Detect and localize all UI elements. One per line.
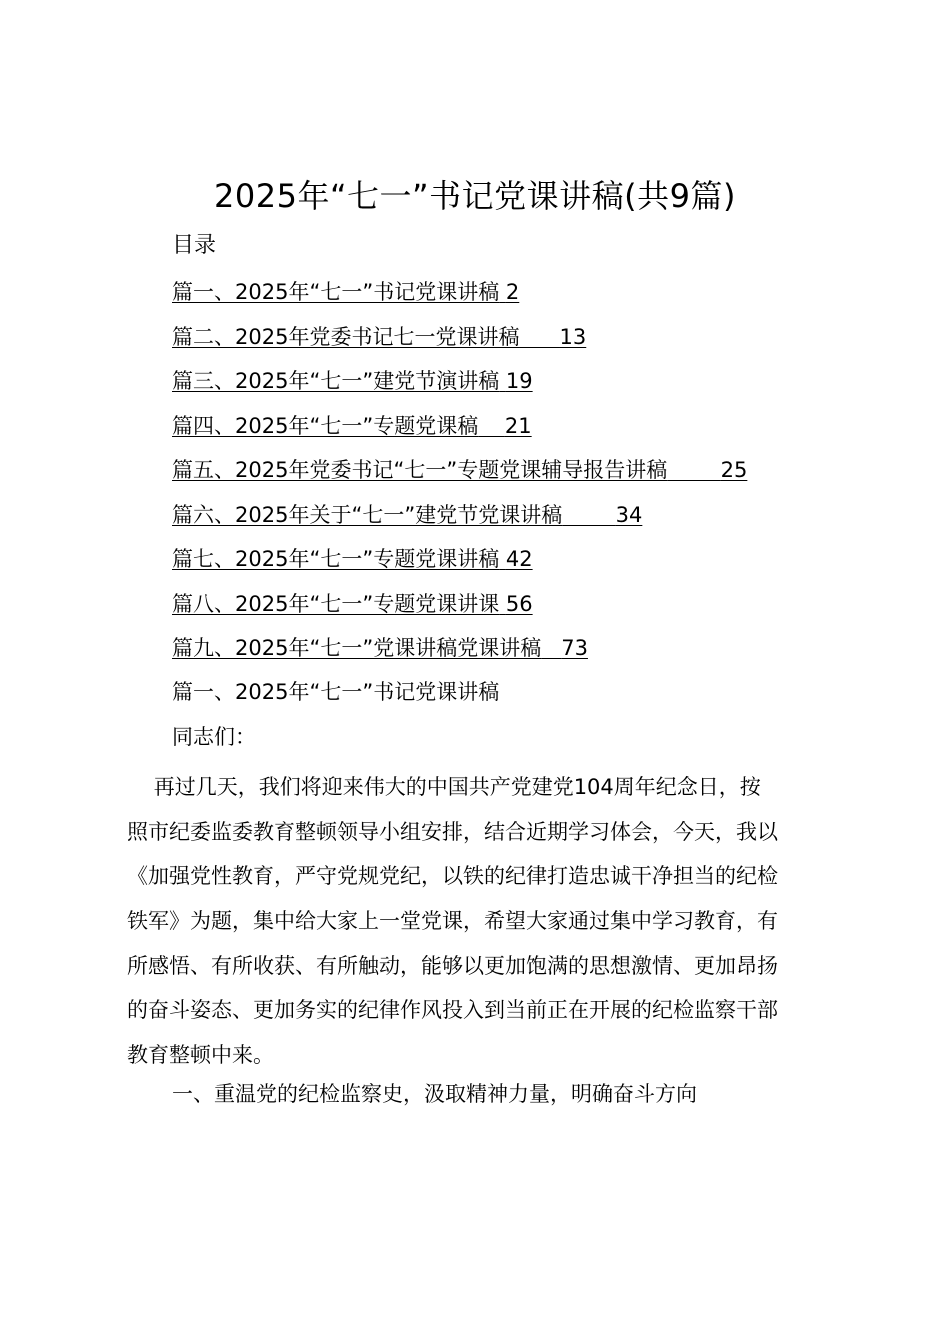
paragraph-line: 《加强党性教育，严守党规党纪，以铁的纪律打造忠诚干净担当的纪检 [127, 864, 778, 889]
toc-item-label: 篇二、2025年党委书记七一党课讲稿 [172, 324, 520, 349]
toc-item-label: 篇八、2025年“七一”专题党课讲课 [172, 591, 500, 616]
body-paragraph [127, 765, 832, 1078]
toc-item-gap [478, 414, 505, 438]
toc-link[interactable] [172, 503, 642, 527]
toc-item-page: 19 [505, 369, 533, 393]
toc-item-gap [667, 458, 720, 482]
toc-item-label: 篇四、2025年“七一”专题党课稿 [172, 413, 479, 438]
toc-item [172, 454, 747, 499]
toc-item-page: 73 [561, 636, 588, 660]
toc-item-gap [499, 369, 506, 393]
section-title: 篇一、2025年“七一”书记党课讲稿 [172, 680, 500, 704]
toc-heading: 目录 [172, 233, 217, 258]
paragraph-line: 照市纪委监委教育整顿领导小组安排，结合近期学习体会，今天，我以 [127, 819, 778, 844]
toc-item-gap [541, 636, 561, 660]
toc-link[interactable] [172, 414, 532, 438]
toc-item-label: 篇一、2025年“七一”书记党课讲稿 [172, 280, 500, 304]
toc-item [172, 276, 747, 321]
toc-item-label: 篇七、2025年“七一”专题党课讲稿 [172, 547, 500, 571]
greeting: 同志们： [172, 725, 256, 749]
toc-item-gap [499, 592, 506, 616]
toc-item-label: 篇六、2025年关于“七一”建党节党课讲稿 [172, 502, 563, 527]
toc-link[interactable] [172, 369, 533, 393]
toc-item [172, 632, 747, 677]
toc-link[interactable] [172, 325, 586, 349]
toc-item-page: 13 [559, 324, 587, 349]
paragraph-line: 铁军》为题，集中给大家上一堂党课，希望大家通过集中学习教育，有 [127, 909, 778, 934]
toc-item-label: 篇五、2025年党委书记“七一”专题党课辅导报告讲稿 [172, 458, 668, 482]
toc-item-page: 2 [505, 280, 520, 304]
toc-item-gap [499, 547, 506, 571]
paragraph-line: 再过几天，我们将迎来伟大的中国共产党建党104周年纪念日，按 [127, 775, 761, 799]
toc-item-page: 42 [505, 547, 533, 571]
toc-item [172, 410, 747, 455]
toc-item [172, 588, 747, 633]
toc-link[interactable] [172, 458, 747, 482]
document-title: 2025年“七一”书记党课讲稿(共9篇) [214, 177, 736, 215]
toc-item-page: 34 [615, 502, 643, 527]
toc-item-gap [562, 503, 615, 527]
toc-item-page: 21 [504, 413, 532, 438]
paragraph-line: 的奋斗姿态、更加务实的纪律作风投入到当前正在开展的纪检监察干部 [127, 998, 778, 1023]
toc-item-label: 篇九、2025年“七一”党课讲稿党课讲稿 [172, 636, 542, 660]
toc-link[interactable] [172, 280, 519, 304]
toc-item [172, 365, 747, 410]
paragraph-line: 所感悟、有所收获、有所触动，能够以更加饱满的思想激情、更加昂扬 [127, 953, 778, 978]
toc-item [172, 499, 747, 544]
toc-item-gap [499, 280, 506, 304]
toc-link[interactable] [172, 592, 533, 616]
toc-item [172, 543, 747, 588]
toc-link[interactable] [172, 547, 533, 571]
toc-item [172, 321, 747, 366]
toc-item-gap [519, 325, 559, 349]
paragraph-line: 教育整顿中来。 [127, 1043, 274, 1068]
toc-item-label: 篇三、2025年“七一”建党节演讲稿 [172, 369, 500, 393]
toc-link[interactable] [172, 636, 588, 660]
section-heading: 一、重温党的纪检监察史，汲取精神力量，明确奋斗方向 [172, 1082, 697, 1106]
table-of-contents [172, 276, 747, 677]
toc-item-page: 56 [505, 591, 533, 616]
toc-item-page: 25 [720, 458, 748, 482]
